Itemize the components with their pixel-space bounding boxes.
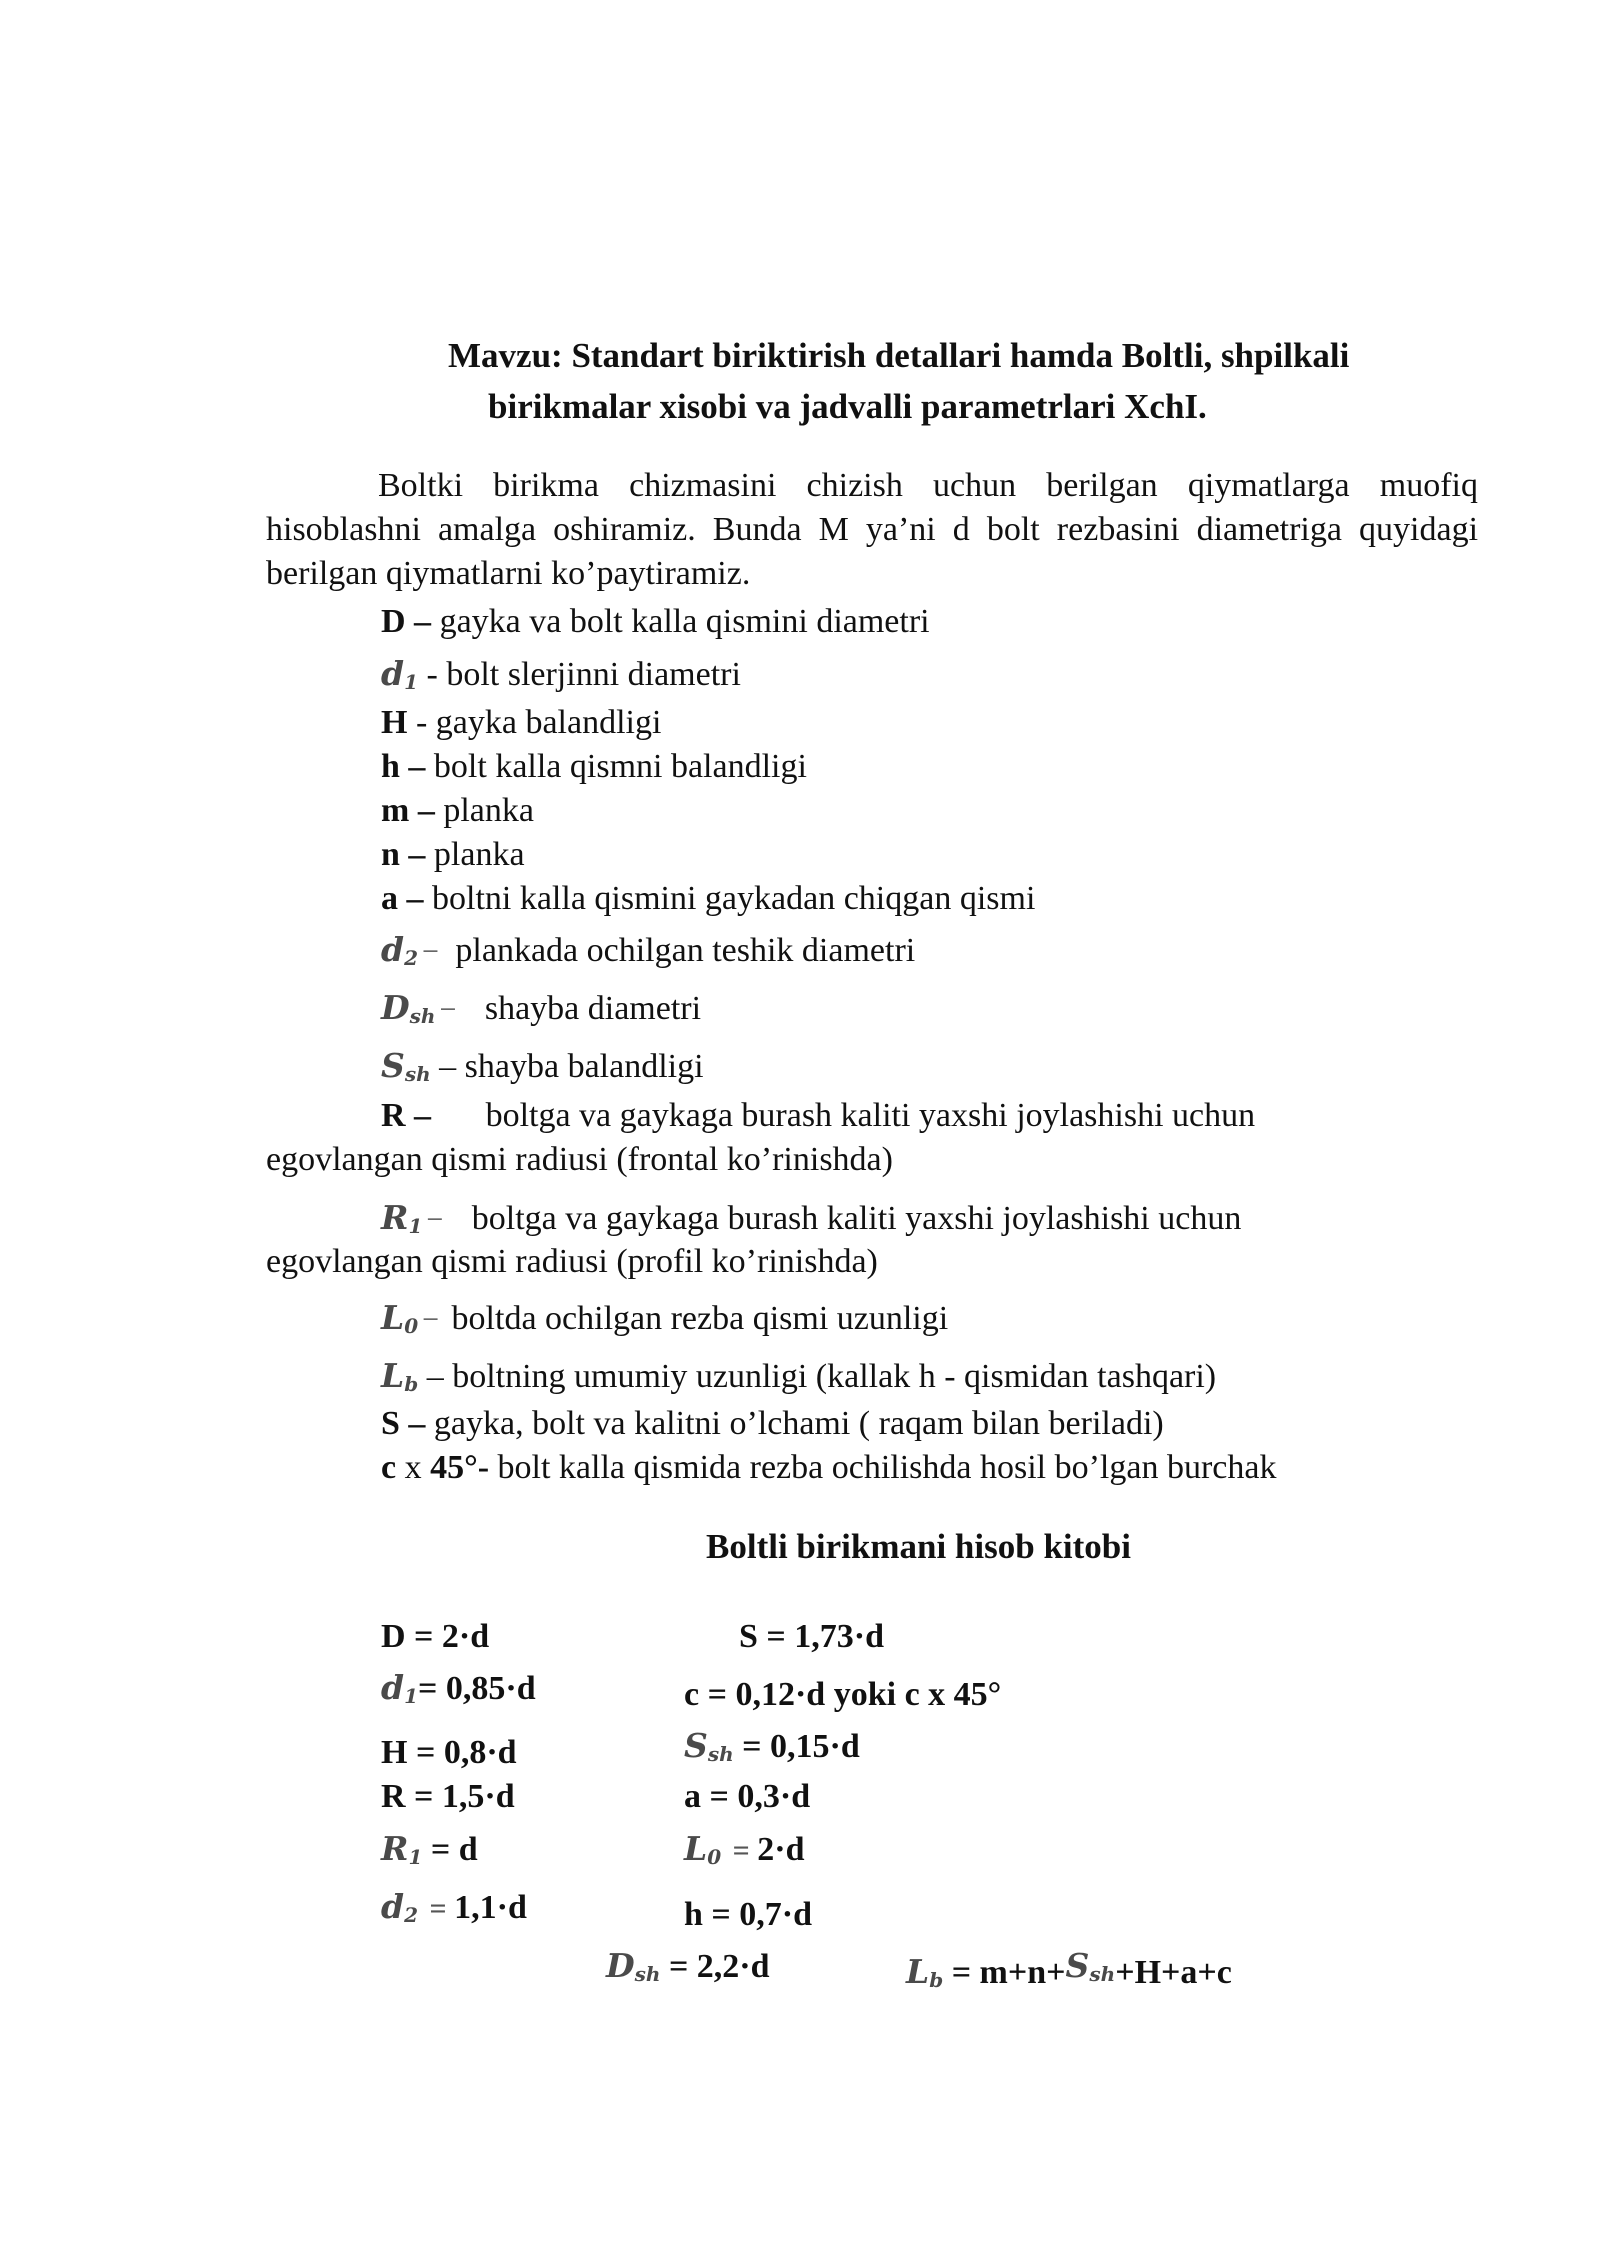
def-a: a – boltni kalla qismini gaykadan chiqgan qismi: [381, 880, 1036, 917]
def-c: c x 45°- bolt kalla qismida rezba ochilishda hosil bo’lgan burchak: [381, 1449, 1277, 1486]
def-R1: $R_1$ − boltga va gaykaga burash kaliti yaxshi joylashishi uchun: [381, 1198, 1242, 1238]
def-Dsh: $D_{sh}$ − shayba diametri: [381, 988, 702, 1028]
def-S: S – gayka, bolt va kalitni o’lchami ( raqam bilan beriladi): [381, 1405, 1164, 1442]
symbol-Dsh: $D_{sh}$: [381, 988, 436, 1028]
def-Ssh: $S_{sh}$ – shayba balandligi: [381, 1046, 704, 1086]
symbol-L0: $L_0$: [381, 1298, 419, 1338]
def-d1: $d_1$ - bolt slerjinni diametri: [381, 654, 741, 694]
def-R1-cont: egovlangan qismi radiusi (profil ko’rinishda): [266, 1243, 878, 1280]
formula-c: c = 0,12·d yoki c x 45°: [684, 1676, 1002, 1713]
formula-R1: $R_1 = d$: [381, 1829, 478, 1869]
def-D: D – gayka va bolt kalla qismini diametri: [381, 603, 930, 640]
symbol-Ssh: $S_{sh}$: [381, 1046, 431, 1086]
formula-H: H = 0,8·d: [381, 1734, 517, 1771]
def-Lb: $L_b$ – boltning umumiy uzunligi (kallak h - qismidan tashqari): [381, 1356, 1217, 1396]
formula-Ssh: $S_{sh} = 0,15\cdot d$: [684, 1726, 860, 1766]
formula-h: h = 0,7·d: [684, 1896, 813, 1933]
page-title-line-2: birikmalar xisobi va jadvalli parametrlari XchI.: [488, 387, 1207, 426]
def-d2: $d_2$ − plankada ochilgan teshik diametri: [381, 930, 916, 970]
formula-d1: $d_1= 0,85\cdot d$: [381, 1668, 536, 1708]
formula-D: D = 2·d: [381, 1618, 490, 1655]
intro-line-1: Boltki birikma chizmasini chizish uchun berilgan qiymatlarga muofiq: [378, 467, 1478, 504]
formula-Lb: $L_b = m+n+S_{sh}+H+a+c$: [906, 1946, 1232, 1992]
def-h: h – bolt kalla qismni balandligi: [381, 748, 807, 785]
def-R: R – boltga va gaykaga burash kaliti yaxshi joylashishi uchun: [381, 1097, 1256, 1134]
symbol-R1: $R_1$: [381, 1198, 423, 1238]
formula-L0: $L_0 = 2\cdot d$: [684, 1829, 805, 1869]
symbol-Lb: $L_b$: [381, 1356, 419, 1396]
formula-a: a = 0,3·d: [684, 1778, 811, 1815]
def-R-cont: egovlangan qismi radiusi (frontal ko’rinishda): [266, 1141, 893, 1178]
intro-paragraph: [266, 464, 1478, 596]
formula-S: S = 1,73·d: [739, 1618, 885, 1655]
intro-line-2: hisoblashni amalga oshiramiz. Bunda M ya’ni d bolt rezbasini diametriga: [266, 511, 1342, 548]
def-L0: $L_0$ − boltda ochilgan rezba qismi uzunligi: [381, 1298, 949, 1338]
def-H: H - gayka balandligi: [381, 704, 662, 741]
symbol-d2: $d_2$: [381, 930, 418, 970]
def-n: n – planka: [381, 836, 525, 873]
formula-d2: $d_2 = 1,1\cdot d$: [381, 1887, 527, 1927]
formula-Dsh: $D_{sh} = 2,2\cdot d$: [606, 1946, 770, 1986]
intro-line-3: quyidagi berilgan qiymatlarni ko’paytiramiz.: [266, 511, 1479, 592]
formula-R: R = 1,5·d: [381, 1778, 515, 1815]
symbol-d1: $d_1$: [381, 654, 418, 694]
page-title-line-1: Mavzu: Standart biriktirish detallari hamda Boltli, shpilkali: [448, 336, 1350, 375]
def-m: m – planka: [381, 792, 534, 829]
calc-heading: Boltli birikmani hisob kitobi: [706, 1527, 1131, 1566]
